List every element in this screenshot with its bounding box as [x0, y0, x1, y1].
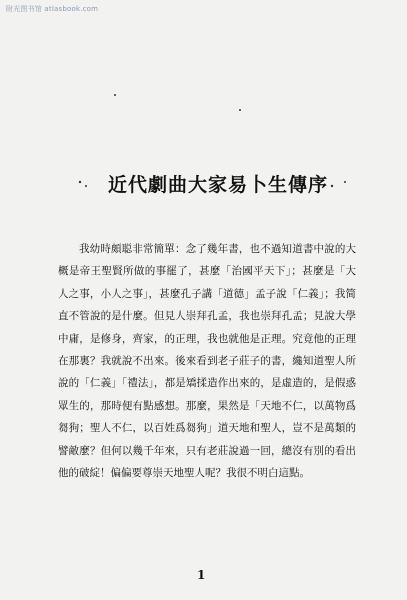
page-number: 1: [197, 568, 206, 582]
chapter-title: 近代劇曲大家易卜生傳序: [108, 174, 329, 196]
body-paragraph: 我幼時頗聪非常簡單：念了幾年書，也不過知道書中說的大概是帝王聖賢所做的事罷了，甚麼「治國平天下」；甚麼是「大人之事，小人之事」，甚麼孔子講「道德」孟子說「仁義」；我简直不管說的是什麼。但見人崇拜孔孟，我也崇拜孔孟；見說大學中庸，是修身，齊家，的正理，我也就他是正理。究竟他的正理在那裏？我就說不出來。後來看到老子莊子的書，纔知道聖人所說的「仁義」「禮法」，都是矯揉造作出來的，是虛造的，是假惑眾生的，那時便有點感想。那麼，果然是「天地不仁，以萬物爲芻狗；聖人不仁，以百姓爲芻狗」道天地和聖人，豈不是萬類的譬敵麼？但何以幾千年來，只有老莊說過一回，總沒有別的看出他的破綻！偏偏要尊崇天地聖人呢？我很不明白這點。: [58, 243, 356, 480]
watermark: 附光图书馆 atlasbook.com: [6, 5, 99, 13]
